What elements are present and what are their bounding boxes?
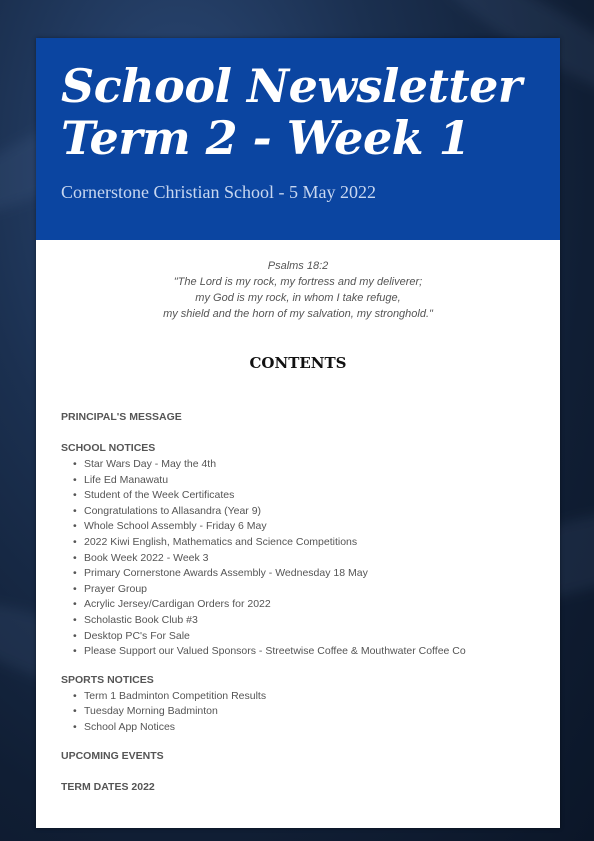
section-term-dates	[61, 780, 535, 795]
newsletter-title	[61, 60, 536, 164]
list-item[interactable]: • Acrylic Jersey/Cardigan Orders for 2022	[84, 597, 535, 613]
verse-reference: Psalms 18:2	[267, 260, 329, 272]
list-item[interactable]: • Congratulations to Allasandra (Year 9)	[84, 504, 535, 520]
list-item[interactable]: • Prayer Group	[84, 582, 535, 598]
verse-line: "The Lord is my rock, my fortress and my deliverer;	[173, 276, 423, 288]
section-heading[interactable]: SCHOOL NOTICES	[61, 442, 156, 454]
list-item[interactable]: • School App Notices	[84, 720, 535, 736]
newsletter-body	[36, 240, 560, 795]
list-item[interactable]: • Tuesday Morning Badminton	[84, 704, 535, 720]
title-line-1: School Newsletter	[61, 59, 522, 113]
section-heading[interactable]: TERM DATES 2022	[61, 780, 155, 793]
school-notices-list	[61, 457, 535, 660]
section-principals-message	[61, 410, 535, 425]
list-item[interactable]: • Student of the Week Certificates	[84, 488, 535, 504]
list-item[interactable]: • Desktop PC's For Sale	[84, 629, 535, 645]
section-heading[interactable]: UPCOMING EVENTS	[61, 749, 164, 762]
section-heading[interactable]: PRINCIPAL'S MESSAGE	[61, 411, 182, 423]
sports-notices-list	[61, 689, 535, 736]
title-line-2: Term 2 - Week 1	[61, 111, 471, 165]
list-item[interactable]: • Please Support our Valued Sponsors - Streetwise Coffee & Mouthwater Coffee Co	[84, 644, 535, 660]
newsletter-card	[36, 38, 560, 828]
verse-block	[61, 258, 535, 322]
section-upcoming-events	[61, 749, 535, 764]
newsletter-header	[36, 38, 560, 240]
list-item[interactable]: • Star Wars Day - May the 4th	[84, 457, 535, 473]
section-heading[interactable]: SPORTS NOTICES	[61, 673, 154, 686]
list-item[interactable]: • Life Ed Manawatu	[84, 473, 535, 489]
list-item[interactable]: • Whole School Assembly - Friday 6 May	[84, 519, 535, 535]
list-item[interactable]: • Term 1 Badminton Competition Results	[84, 689, 535, 705]
section-sports-notices	[61, 673, 535, 736]
list-item[interactable]: • Scholastic Book Club #3	[84, 613, 535, 629]
list-item[interactable]: • 2022 Kiwi English, Mathematics and Science Competitions	[84, 535, 535, 551]
list-item[interactable]: • Book Week 2022 - Week 3	[84, 551, 535, 567]
verse-line: my God is my rock, in whom I take refuge,	[195, 292, 401, 304]
verse-line: my shield and the horn of my salvation, my stronghold."	[163, 308, 433, 320]
list-item[interactable]: • Primary Cornerstone Awards Assembly - Wednesday 18 May	[84, 566, 535, 582]
contents-title: CONTENTS	[249, 354, 347, 372]
section-school-notices	[61, 441, 535, 660]
newsletter-subtitle: Cornerstone Christian School - 5 May 2022	[61, 182, 376, 202]
